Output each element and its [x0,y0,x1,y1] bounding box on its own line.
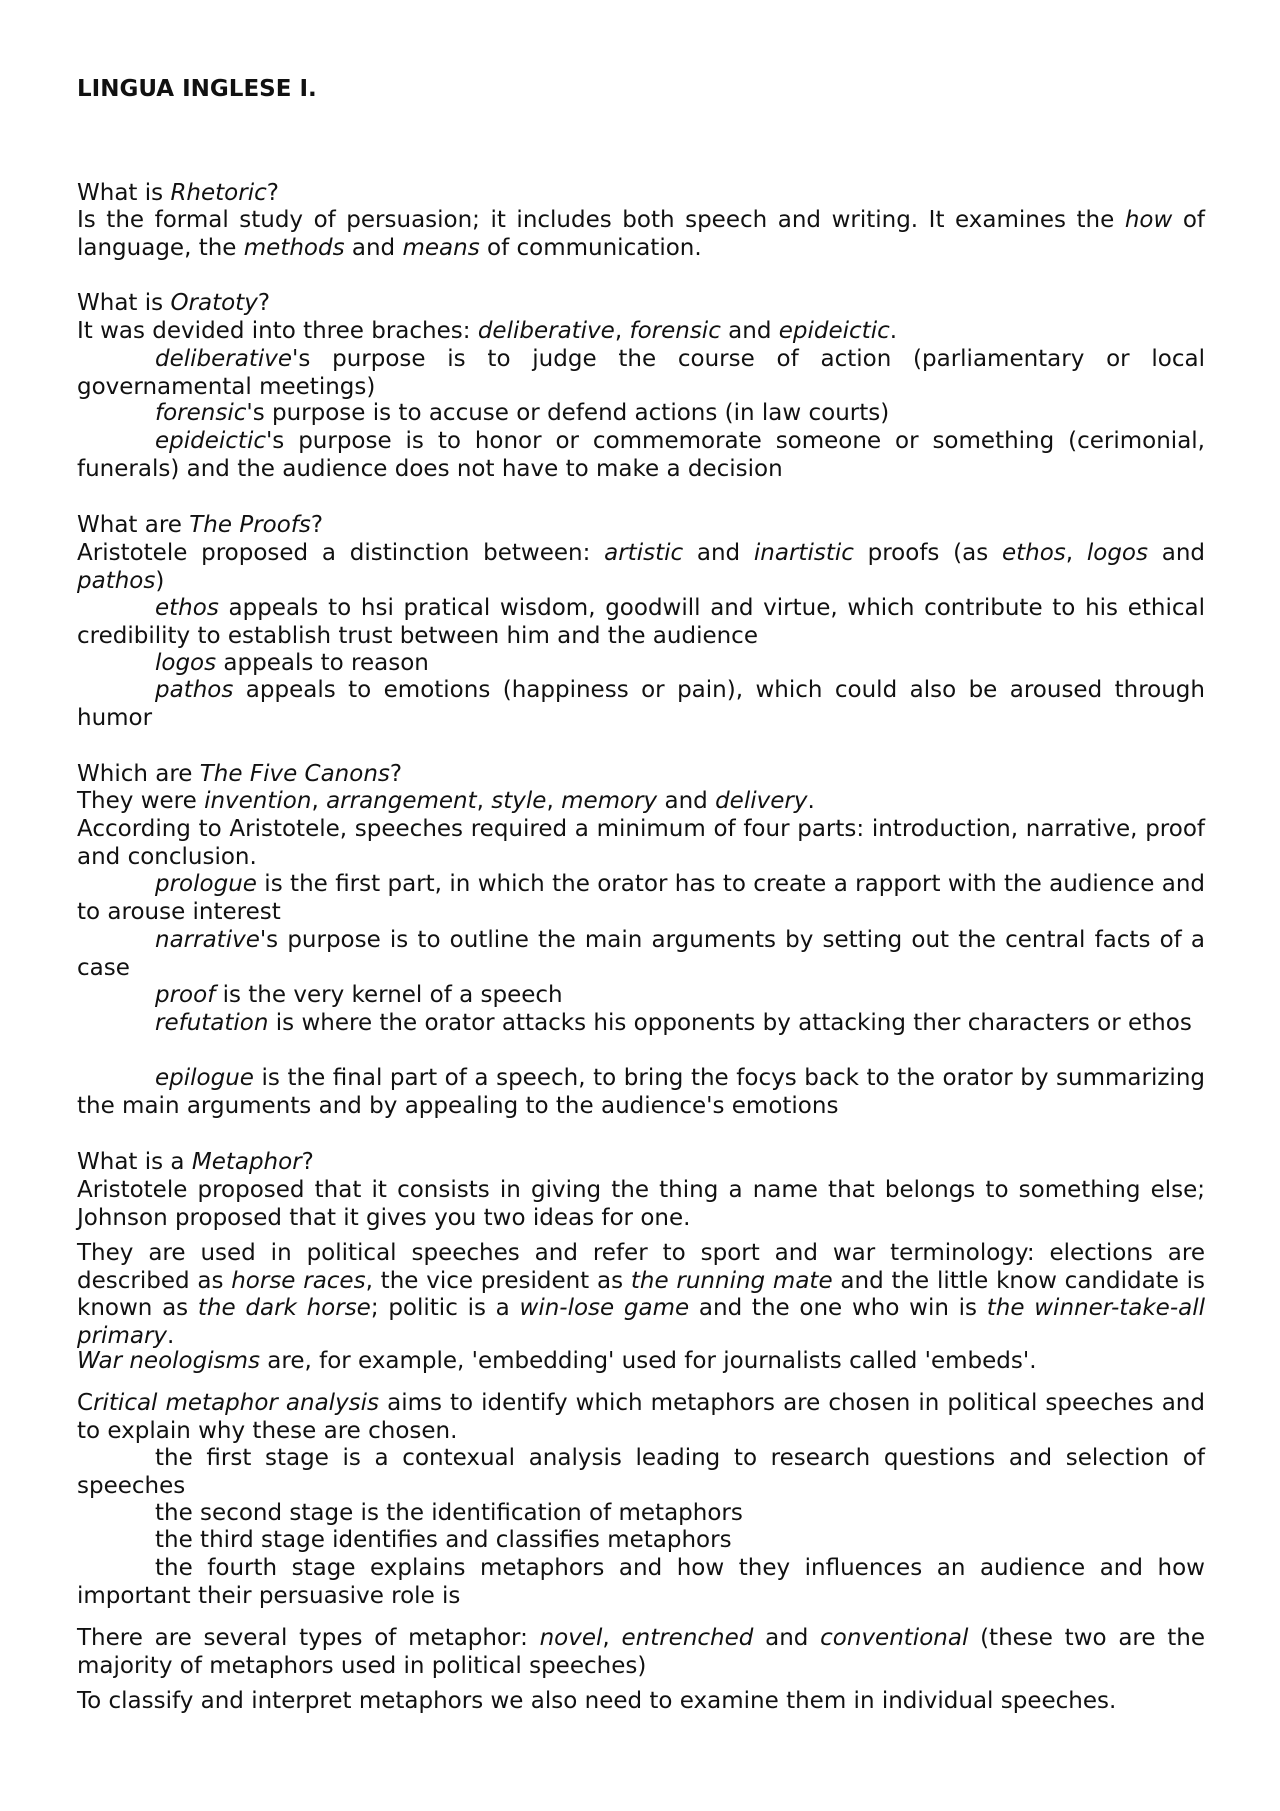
proof-logos: logos appeals to reason [155,650,429,676]
stage-second: the second stage is the identification of metaphors [155,1500,743,1526]
metaphor-classify: To classify and interpret metaphors we also need to examine them in individual speeches. [77,1688,1117,1714]
war-neologisms: War neologisms are, for example, 'embedding' used for journalists called 'embeds'. [77,1348,1037,1374]
proof-pathos: pathos appeals to emotions (happiness or pain), which could also be aroused through humor [77,677,1205,731]
question-rhetoric: What is Rhetoric? [77,180,279,206]
question-proofs: What are The Proofs? [77,512,324,538]
stage-fourth: the fourth stage explains metaphors and how they influences an audience and how important their persuasive role is [77,1555,1205,1609]
document-title: LINGUA INGLESE I. [77,76,317,102]
branch-deliberative: deliberative's purpose is to judge the course of action (parliamentary or local governamental meetings) [77,346,1205,400]
branch-epideictic: epideictic's purpose is to honor or commemorate someone or something (cerimonial, funerals) and the audience does not have to make a decision [77,428,1205,482]
metaphor-definition: Aristotele proposed that it consists in giving the thing a name that belongs to something else; Johnson proposed that it gives you two ideas for one. [77,1177,1205,1231]
metaphor-types: There are several types of metaphor: novel, entrenched and conventional (these two are the majority of metaphors used in political speeches) [77,1625,1205,1679]
critical-metaphor-analysis: Critical metaphor analysis aims to identify which metaphors are chosen in political speeches and to explain why these are chosen. [77,1390,1205,1444]
question-metaphor: What is a Metaphor? [77,1149,314,1175]
part-epilogue: epilogue is the final part of a speech, to bring the focys back to the orator by summarizing the main arguments and by appealing to the audience's emotions [77,1065,1205,1119]
answer-oratory: It was devided into three braches: deliberative, forensic and epideictic. [77,318,898,344]
proof-ethos: ethos appeals to hsi pratical wisdom, goodwill and virtue, which contribute to his ethical credibility to establish trust between him and the audience [77,595,1205,649]
branch-forensic: forensic's purpose is to accuse or defend actions (in law courts) [155,400,890,426]
question-oratory: What is Oratoty? [77,290,271,316]
part-proof: proof is the very kernel of a speech [155,982,563,1008]
answer-rhetoric: Is the formal study of persuasion; it includes both speech and writing. It examines the how of language, the methods and means of communication. [77,207,1205,261]
part-refutation: refutation is where the orator attacks his opponents by attacking ther characters or ethos [155,1010,1192,1036]
question-canons: Which are The Five Canons? [77,761,403,787]
part-narrative: narrative's purpose is to outline the main arguments by setting out the central facts of a case [77,927,1205,981]
part-prologue: prologue is the first part, in which the orator has to create a rapport with the audience and to arouse interest [77,871,1205,925]
answer-canons: They were invention, arrangement, style, memory and delivery. [77,788,815,814]
answer-proofs: Aristotele proposed a distinction between: artistic and inartistic proofs (as ethos, logos and pathos) [77,540,1206,594]
stage-first: the first stage is a contexual analysis leading to research questions and selection of speeches [77,1445,1205,1499]
speech-parts: According to Aristotele, speeches required a minimum of four parts: introduction, narrative, proof and conclusion. [77,816,1205,870]
stage-third: the third stage identifies and classifies metaphors [155,1527,732,1553]
metaphor-usage: They are used in political speeches and refer to sport and war terminology: elections are described as horse races, the vice president as the running mate and the little know candidate is known as the dark horse; politic is a win-lose game and the one who win is the winner-take-all primary. [77,1240,1206,1349]
